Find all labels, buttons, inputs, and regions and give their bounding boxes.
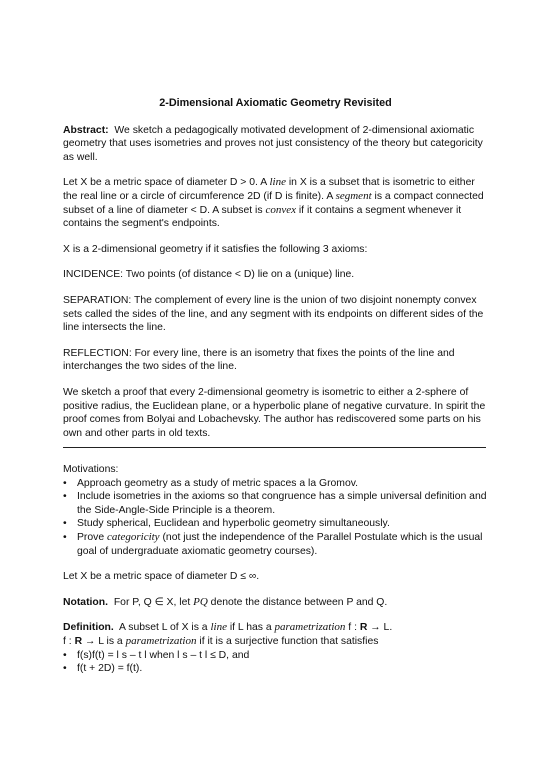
geometry-definition: X is a 2-dimensional geometry if it satisfies the following 3 axioms: bbox=[63, 243, 368, 255]
abstract-label: Abstract: bbox=[63, 124, 109, 136]
list-item bbox=[63, 531, 488, 558]
setup-text-2: in X is a subset that is isometric to either the real line or a circle of circumference 2D (if D is finite). A bbox=[63, 177, 475, 202]
definition-label: Definition. bbox=[63, 622, 114, 634]
definition-text: f : bbox=[345, 622, 360, 634]
axiom-separation: SEPARATION: The complement of every line is the union of two disjoint nonempty convex sets called the sides of the line, and any segment with its endpoints on different sides of the line intersects the line. bbox=[63, 294, 484, 334]
setup-paragraph bbox=[63, 176, 488, 230]
reals-symbol: R bbox=[359, 622, 368, 634]
list-item bbox=[63, 517, 488, 531]
reals-symbol: R bbox=[74, 635, 83, 647]
notation-text: denote the distance between P and Q. bbox=[207, 596, 388, 608]
list-item bbox=[63, 649, 488, 663]
list-item bbox=[63, 490, 488, 517]
setup-text-3: is a compact connected subset of a line of diameter < D. A subset is bbox=[63, 190, 484, 216]
parametrization-term: parametrization bbox=[274, 621, 346, 634]
definition-text: f : bbox=[63, 635, 75, 647]
setup-text-1: Let X be a metric space of diameter D > 0. A bbox=[63, 177, 270, 189]
abstract-paragraph bbox=[63, 124, 488, 165]
definition-paragraph bbox=[63, 621, 488, 675]
notation-text: For P, Q ∈ X, let bbox=[113, 596, 194, 608]
condition-text: f(t + 2D) = f(t). bbox=[77, 663, 143, 675]
bullet: • bbox=[63, 477, 67, 489]
convex-term: convex bbox=[265, 203, 296, 216]
bullet: • bbox=[63, 663, 67, 675]
list-item bbox=[63, 477, 488, 491]
condition-text: f(s)f(t) = l s – t l when l s – t l ≤ D, and bbox=[77, 649, 250, 661]
motivation-text: Include isometries in the axioms so that congruence has a simple universal definition and the Side-Angle-Side Principle is a theorem. bbox=[77, 491, 487, 516]
notation-label: Notation. bbox=[63, 596, 109, 608]
proof-sketch: We sketch a proof that every 2-dimensional geometry is isometric to either a 2-sphere of positive radius, the Euclidean plane, or a hyperbolic plane of negative curvature. In spirit the proof comes from Bolyai and Lobachevsky. The author has rediscovered some parts on his own and other parts in old texts. bbox=[63, 386, 486, 439]
motivation-text: Approach geometry as a study of metric spaces a la Gromov. bbox=[77, 477, 359, 489]
line-term: line bbox=[210, 621, 227, 634]
pq-term: PQ bbox=[193, 595, 208, 608]
bullet: • bbox=[63, 491, 67, 503]
paper-title: 2-Dimensional Axiomatic Geometry Revisited bbox=[159, 97, 392, 109]
definition-line-1 bbox=[63, 621, 488, 635]
body-section bbox=[63, 463, 488, 688]
bullet: • bbox=[63, 518, 67, 530]
definition-text: if L has a bbox=[226, 622, 275, 634]
line-term: line bbox=[269, 176, 286, 189]
abstract-text: We sketch a pedagogically motivated development of 2-dimensional axiomatic geometry that uses isometries and proves not just consistency of the theory but categoricity as well. bbox=[63, 124, 483, 163]
motivation-text: (not just the independence of the Parallel Postulate which is the usual goal of undergraduate axiomatic geometry courses). bbox=[77, 531, 483, 557]
definition-line-2 bbox=[63, 635, 488, 649]
bullet: • bbox=[63, 531, 67, 543]
abstract-section bbox=[63, 97, 488, 452]
motivations-heading: Motivations: bbox=[63, 464, 119, 475]
metric-space-statement: Let X be a metric space of diameter D ≤ ∞. bbox=[63, 571, 260, 583]
bullet: • bbox=[63, 649, 67, 661]
motivation-text: Prove bbox=[77, 531, 108, 543]
definition-text: if it is a surjective function that satisfies bbox=[196, 635, 379, 647]
setup-text-4: if it contains a segment whenever it contains the segment's endpoints. bbox=[63, 204, 462, 230]
axiom-reflection: REFLECTION: For every line, there is an isometry that fixes the points of the line and interchanges the two sides of the line. bbox=[63, 347, 455, 373]
parametrization-term: parametrization bbox=[125, 634, 197, 647]
definition-text: → L. bbox=[367, 622, 393, 634]
definition-text: → L is a bbox=[82, 635, 126, 647]
categoricity-term: categoricity bbox=[107, 530, 160, 543]
notation-paragraph bbox=[63, 596, 488, 610]
list-item bbox=[63, 662, 488, 676]
motivations-list bbox=[63, 477, 488, 559]
axiom-incidence: INCIDENCE: Two points (of distance < D) lie on a (unique) line. bbox=[63, 269, 355, 281]
motivation-text: Study spherical, Euclidean and hyperbolic geometry simultaneously. bbox=[77, 518, 390, 530]
definition-text: A subset L of X is a bbox=[119, 622, 211, 634]
segment-term: segment bbox=[335, 189, 372, 202]
parametrization-conditions bbox=[63, 649, 488, 676]
section-divider bbox=[63, 447, 486, 448]
